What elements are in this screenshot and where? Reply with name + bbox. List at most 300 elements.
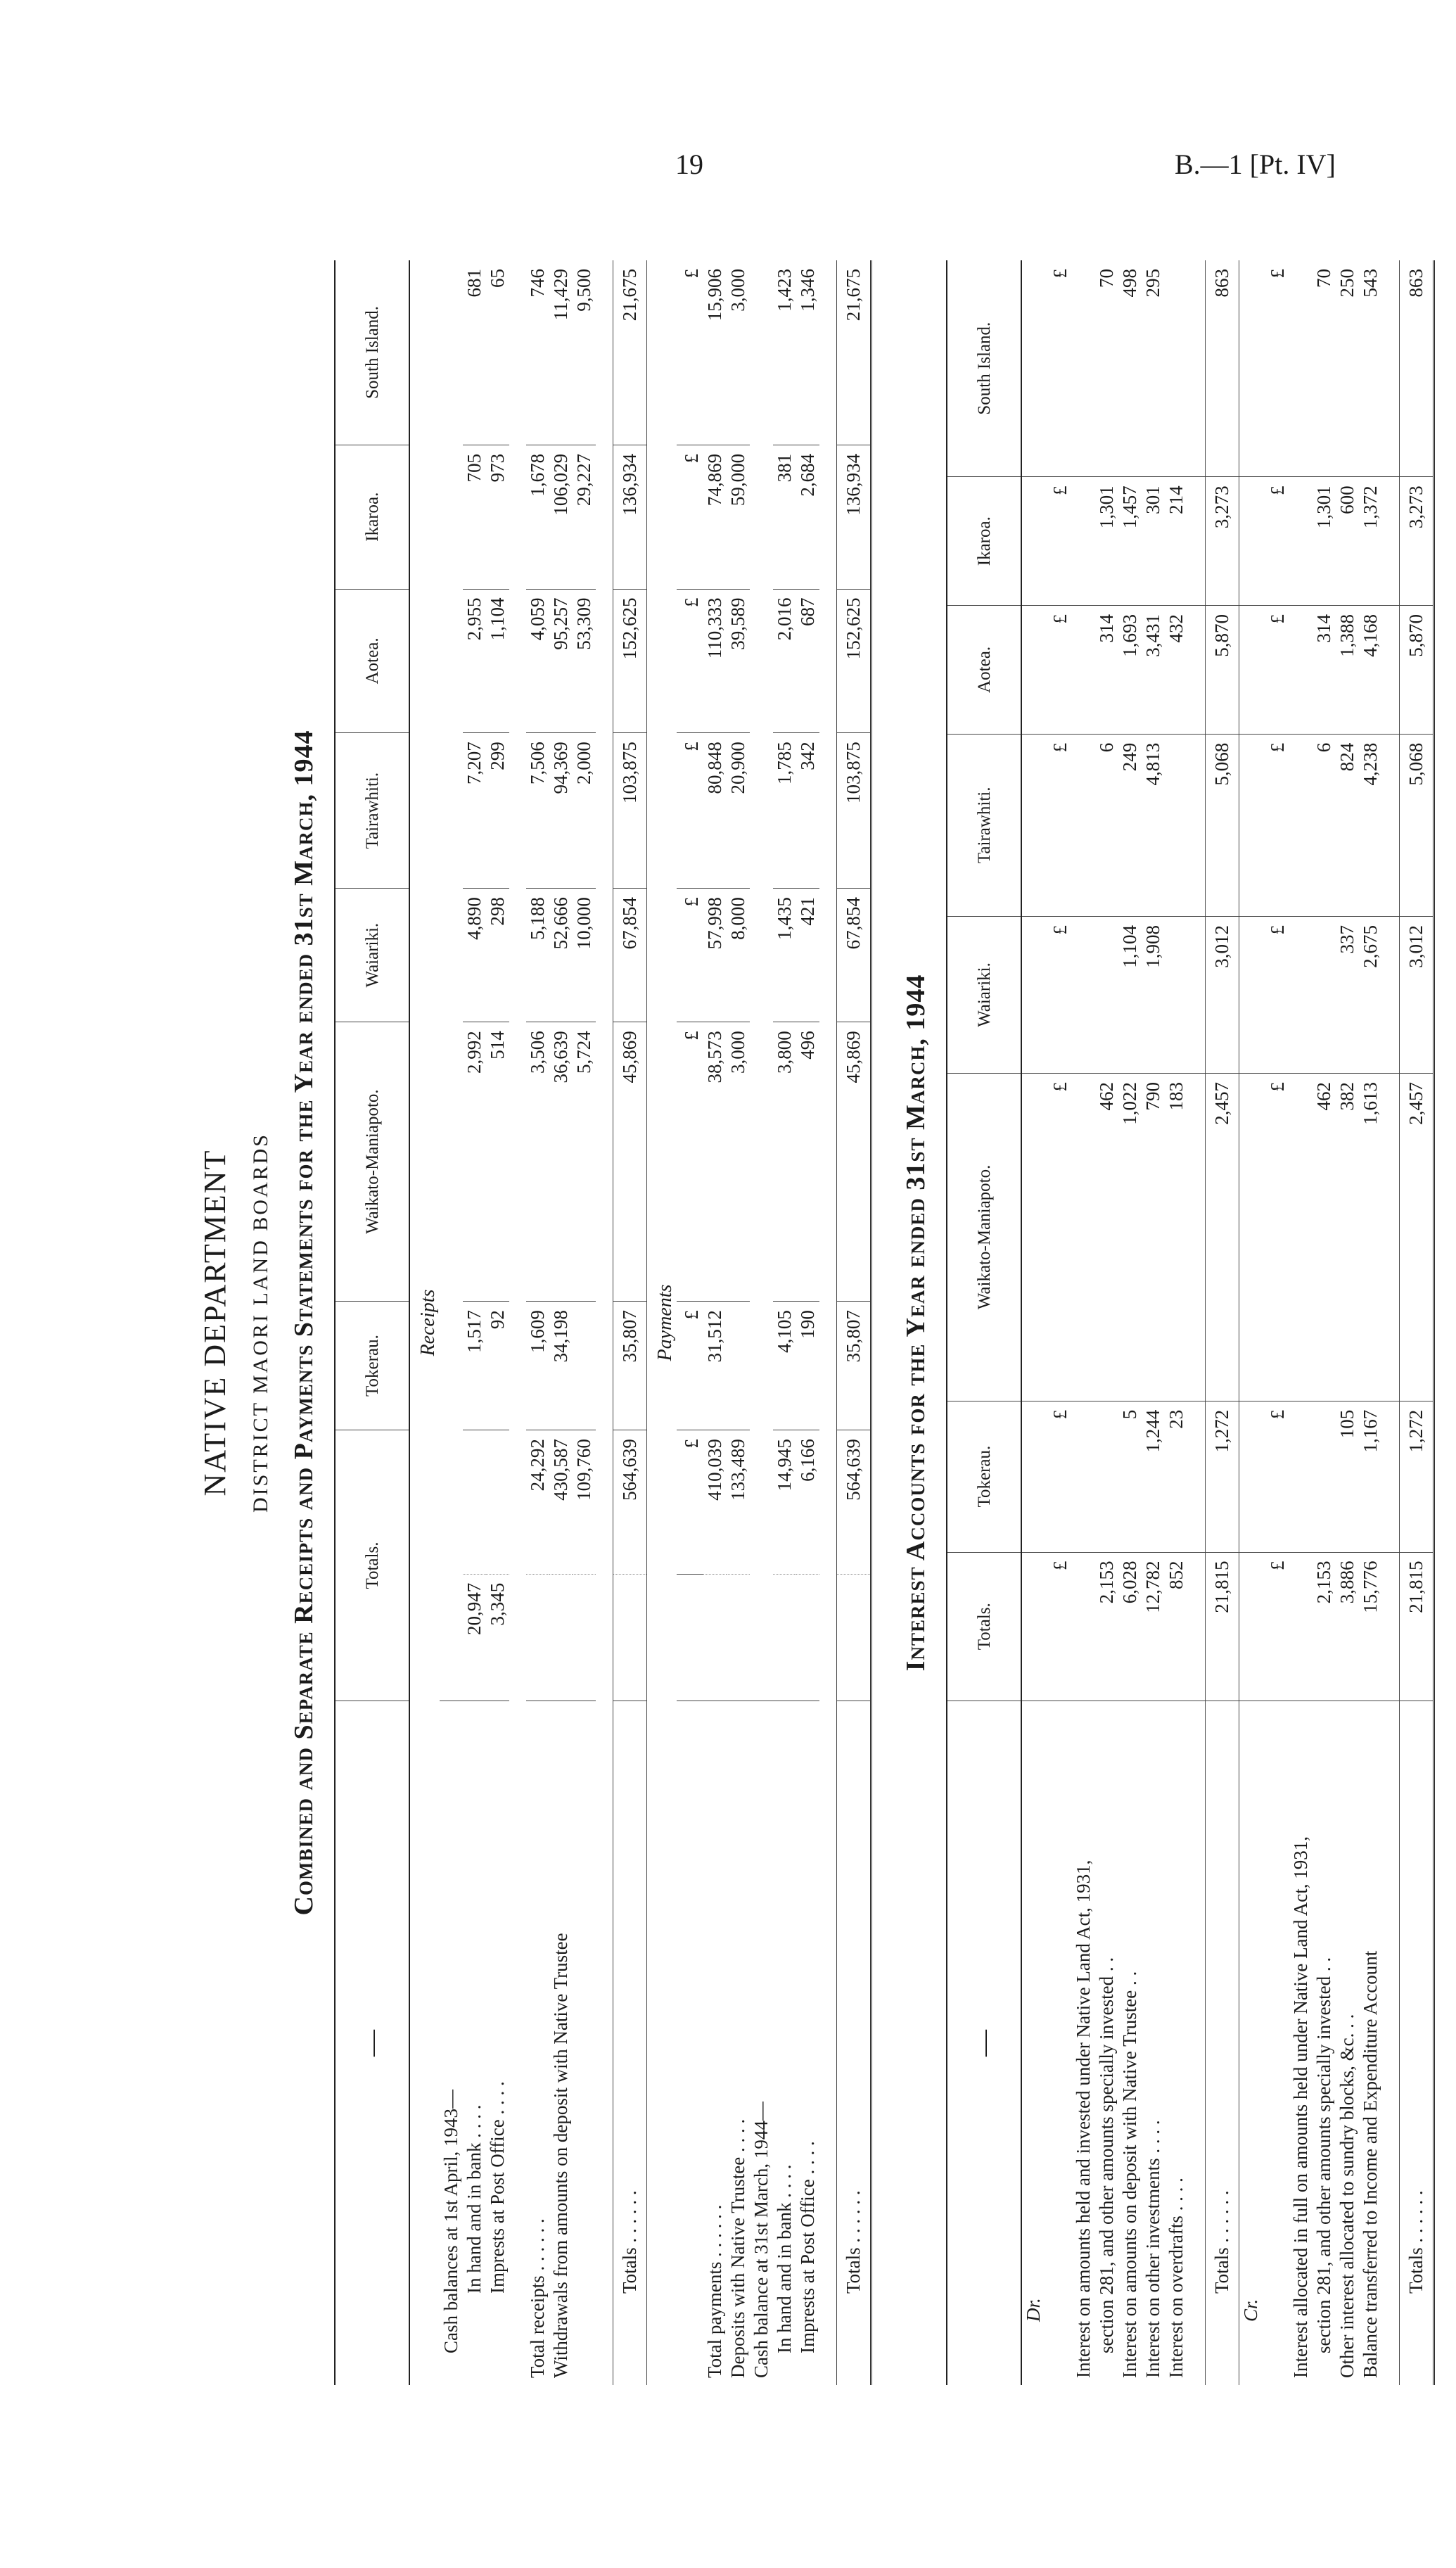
interest-accounts-title: Interest Accounts for the Year ended 31st March, 1944 bbox=[901, 974, 931, 1672]
row-label-dr4: Interest on overdrafts . . . . bbox=[1166, 2178, 1187, 2378]
column-header-ikaroa: Ikaroa. bbox=[947, 477, 1021, 606]
spacer-row bbox=[1382, 260, 1400, 2385]
spacer-cell bbox=[1382, 260, 1400, 477]
table-row bbox=[1165, 260, 1188, 2385]
currency-symbol: £ bbox=[1045, 1074, 1072, 1401]
table-row bbox=[1072, 260, 1095, 2385]
board-value: 3,012 bbox=[1400, 916, 1434, 1073]
board-value: 3,273 bbox=[1206, 477, 1239, 606]
totals-value: 12,782 bbox=[1142, 1552, 1165, 1701]
board-value: 2,684 bbox=[796, 445, 819, 589]
board-value: 2,675 bbox=[1359, 916, 1382, 1073]
board-value: 5,870 bbox=[1206, 606, 1239, 735]
section-heading-row bbox=[409, 260, 440, 2385]
board-value: 4,238 bbox=[1359, 734, 1382, 916]
section-heading-row bbox=[1021, 260, 1045, 2385]
board-value: 337 bbox=[1336, 916, 1359, 1073]
board-value bbox=[1072, 260, 1095, 477]
board-value: 2,457 bbox=[1400, 1074, 1434, 1401]
board-value: 1,609 bbox=[526, 1302, 549, 1430]
totals-value: 6,028 bbox=[1118, 1552, 1142, 1701]
totals-column-header: Totals. bbox=[335, 1430, 409, 1701]
board-value: 1,908 bbox=[1142, 916, 1165, 1073]
department-title: NATIVE DEPARTMENT bbox=[198, 1149, 232, 1496]
board-value: 1,301 bbox=[1313, 477, 1336, 606]
currency-row bbox=[1045, 260, 1072, 2385]
table-header-row bbox=[335, 260, 409, 2385]
board-value: 498 bbox=[1118, 260, 1142, 477]
board-value: 863 bbox=[1206, 260, 1239, 477]
board-value: 67,854 bbox=[613, 889, 647, 1022]
table-row bbox=[440, 260, 463, 2385]
totals-column-header: Totals. bbox=[947, 1552, 1021, 1701]
table-row bbox=[1289, 260, 1313, 2385]
row-label-imprests: Imprests at Post Office . . . . bbox=[487, 2081, 508, 2294]
currency-symbol: £ bbox=[1263, 260, 1289, 477]
board-value: 7,207 bbox=[463, 733, 486, 889]
currency-symbol: £ bbox=[1263, 1552, 1289, 1701]
currency-symbol: £ bbox=[1263, 1074, 1289, 1401]
board-value: 496 bbox=[796, 1022, 819, 1302]
board-value: 301 bbox=[1142, 477, 1165, 606]
currency-symbol: £ bbox=[677, 889, 703, 1022]
board-value: 5,724 bbox=[573, 1022, 596, 1302]
board-value: 106,029 bbox=[549, 445, 573, 589]
spacer-cell bbox=[1382, 1552, 1400, 1701]
spacer-cell bbox=[596, 260, 613, 2385]
board-value: 20,900 bbox=[727, 733, 750, 889]
empty-cell bbox=[1239, 260, 1263, 477]
table-row bbox=[463, 260, 486, 2385]
receipts-payments-title: Combined and Separate Receipts and Payments Statements for the Year ended 31st March, 1944 bbox=[289, 730, 319, 1916]
table-row bbox=[1336, 260, 1359, 2385]
spacer-row bbox=[509, 260, 526, 2385]
board-value: 705 bbox=[463, 445, 486, 589]
board-value: 3,800 bbox=[773, 1022, 796, 1302]
board-value: 2,000 bbox=[573, 733, 596, 889]
board-value: 1,678 bbox=[526, 445, 549, 589]
currency-symbol: £ bbox=[1263, 606, 1289, 735]
row-label-cr1: Interest allocated in full on amounts held under Native Land Act, 1931, bbox=[1290, 1836, 1311, 2378]
totals-primary-value bbox=[573, 1574, 596, 1701]
board-value: 2,992 bbox=[463, 1022, 486, 1302]
board-value: 110,333 bbox=[703, 589, 727, 733]
board-value bbox=[1165, 916, 1188, 1073]
board-value: 7,506 bbox=[526, 733, 549, 889]
spacer-cell bbox=[1382, 1401, 1400, 1552]
row-label-dr1b: section 281, and other amounts specially invested . . bbox=[1096, 1957, 1117, 2353]
row-label-in-hand-end: In hand and in bank . . . . bbox=[774, 2164, 795, 2353]
page-number: 19 bbox=[675, 148, 703, 180]
currency-symbol: £ bbox=[1263, 734, 1289, 916]
column-header-tairawhiti: Tairawhiti. bbox=[947, 734, 1021, 916]
row-label-total-payments: Total payments . . . . . . bbox=[704, 2204, 725, 2378]
row-label-cr2: Other interest allocated to sundry blocks, &c. . . bbox=[1336, 2014, 1358, 2378]
totals-value: 15,776 bbox=[1359, 1552, 1382, 1701]
currency-symbol: £ bbox=[1045, 1401, 1072, 1552]
board-value: 3,000 bbox=[727, 260, 750, 445]
receipts-payments-body bbox=[409, 260, 871, 2385]
currency-row bbox=[1263, 260, 1289, 2385]
row-label-totals1: Totals . . . . . . bbox=[613, 1701, 647, 2386]
totals-value: 564,639 bbox=[837, 1430, 871, 1575]
board-value: 35,807 bbox=[613, 1302, 647, 1430]
board-value bbox=[1289, 916, 1313, 1073]
column-header-tokerau: Tokerau. bbox=[947, 1401, 1021, 1552]
currency-symbol: £ bbox=[677, 733, 703, 889]
board-value: 183 bbox=[1165, 1074, 1188, 1401]
board-value: 3,506 bbox=[526, 1022, 549, 1302]
totals-primary-value: 3,345 bbox=[486, 1574, 509, 1701]
board-value: 746 bbox=[526, 260, 549, 445]
empty-cell bbox=[1021, 1074, 1045, 1401]
board-value: 67,854 bbox=[837, 889, 871, 1022]
board-value: 543 bbox=[1359, 260, 1382, 477]
board-value bbox=[1289, 1074, 1313, 1401]
department-subtitle: DISTRICT MAORI LAND BOARDS bbox=[249, 1133, 272, 1513]
board-value bbox=[1165, 260, 1188, 477]
board-value: 59,000 bbox=[727, 445, 750, 589]
column-header-waikato-maniapoto: Waikato-Maniapoto. bbox=[335, 1022, 409, 1302]
row-label-cr-total: Totals . . . . . . bbox=[1400, 1701, 1434, 2386]
spacer-cell bbox=[1188, 1074, 1206, 1401]
board-value: 1,613 bbox=[1359, 1074, 1382, 1401]
spacer-row bbox=[819, 260, 837, 2385]
row-label-cash-balances: Cash balances at 1st April, 1943— bbox=[440, 2090, 461, 2353]
table-row bbox=[1313, 260, 1336, 2385]
spacer-cell bbox=[819, 260, 837, 2385]
board-value: 298 bbox=[486, 889, 509, 1022]
spacer-cell bbox=[1382, 734, 1400, 916]
row-label-cr3: Balance transferred to Income and Expenditure Account bbox=[1360, 1950, 1381, 2378]
board-value: 250 bbox=[1336, 260, 1359, 477]
spacer-cell bbox=[1382, 1074, 1400, 1401]
spacer-cell bbox=[1188, 1552, 1206, 1701]
board-value: 45,869 bbox=[613, 1022, 647, 1302]
totals-primary-value: 20,947 bbox=[463, 1574, 486, 1701]
board-value bbox=[1289, 606, 1313, 735]
board-value: 1,301 bbox=[1095, 477, 1118, 606]
empty-cell bbox=[1239, 1552, 1263, 1701]
empty-cell bbox=[1021, 1552, 1045, 1701]
currency-cell bbox=[677, 1574, 703, 1701]
board-value: 1,517 bbox=[463, 1302, 486, 1430]
column-header-tairawhiti: Tairawhiti. bbox=[335, 733, 409, 889]
board-value: 9,500 bbox=[573, 260, 596, 445]
board-value bbox=[1072, 734, 1095, 916]
board-value: 214 bbox=[1165, 477, 1188, 606]
board-value: 2,016 bbox=[773, 589, 796, 733]
spacer-cell bbox=[1188, 260, 1206, 477]
currency-label-cell bbox=[677, 1701, 703, 2386]
board-value bbox=[1313, 1401, 1336, 1552]
board-value: 36,639 bbox=[549, 1022, 573, 1302]
board-value: 23 bbox=[1165, 1401, 1188, 1552]
board-value: 249 bbox=[1118, 734, 1142, 916]
totals-primary-value bbox=[613, 1574, 647, 1701]
board-value: 5,068 bbox=[1400, 734, 1434, 916]
totals-value: 2,153 bbox=[1095, 1552, 1118, 1701]
row-label-deposits: Deposits with Native Trustee . . . . bbox=[727, 2118, 748, 2378]
spacer-row bbox=[1188, 260, 1206, 2385]
board-value: 314 bbox=[1095, 606, 1118, 735]
row-label-dr2: Interest on amounts on deposit with Native Trustee . . bbox=[1119, 1971, 1140, 2378]
board-value bbox=[1095, 916, 1118, 1073]
totals-value: 14,945 bbox=[773, 1430, 796, 1575]
table-row bbox=[1142, 260, 1165, 2385]
totals-value bbox=[1289, 1552, 1313, 1701]
table-row bbox=[1095, 260, 1118, 2385]
currency-symbol: £ bbox=[1263, 477, 1289, 606]
board-value bbox=[1072, 477, 1095, 606]
totals-value: 21,815 bbox=[1400, 1552, 1434, 1701]
board-value: 973 bbox=[486, 445, 509, 589]
board-value: 4,168 bbox=[1359, 606, 1382, 735]
board-value: 74,869 bbox=[703, 445, 727, 589]
board-value: 3,012 bbox=[1206, 916, 1239, 1073]
board-value: 103,875 bbox=[837, 733, 871, 889]
board-value: 687 bbox=[796, 589, 819, 733]
board-value: 45,869 bbox=[837, 1022, 871, 1302]
section-heading-row bbox=[647, 260, 677, 2385]
spacer-cell bbox=[1188, 477, 1206, 606]
board-value bbox=[1289, 260, 1313, 477]
board-value: 136,934 bbox=[837, 445, 871, 589]
board-value bbox=[727, 1302, 750, 1430]
currency-symbol: £ bbox=[1045, 1552, 1072, 1701]
board-value: 15,906 bbox=[703, 260, 727, 445]
board-value: 70 bbox=[1095, 260, 1118, 477]
section-heading-dr: Dr. bbox=[1023, 2298, 1044, 2322]
table-row bbox=[549, 260, 573, 2385]
board-value: 5,068 bbox=[1206, 734, 1239, 916]
board-value: 4,813 bbox=[1142, 734, 1165, 916]
column-header-waiariki: Waiariki. bbox=[335, 889, 409, 1022]
section-heading-payments: Payments bbox=[654, 1284, 676, 1361]
board-value: 6 bbox=[1313, 734, 1336, 916]
totals-primary-value bbox=[727, 1574, 750, 1701]
table-row bbox=[1400, 260, 1434, 2385]
currency-symbol: £ bbox=[1045, 477, 1072, 606]
totals-value: 6,166 bbox=[796, 1430, 819, 1575]
currency-row bbox=[677, 260, 703, 2385]
column-header-aotea: Aotea. bbox=[335, 589, 409, 733]
board-value bbox=[1072, 1401, 1095, 1552]
board-value: 1,372 bbox=[1359, 477, 1382, 606]
board-value bbox=[1072, 916, 1095, 1073]
board-value: 35,807 bbox=[837, 1302, 871, 1430]
totals-value: 564,639 bbox=[613, 1430, 647, 1575]
board-value: 863 bbox=[1400, 260, 1434, 477]
spacer-cell bbox=[1188, 1701, 1206, 2386]
empty-cell bbox=[1239, 916, 1263, 1073]
empty-cell bbox=[1021, 260, 1045, 477]
table-row bbox=[573, 260, 596, 2385]
empty-cell bbox=[1239, 606, 1263, 735]
empty-cell bbox=[1021, 606, 1045, 735]
currency-symbol: £ bbox=[677, 1430, 703, 1575]
column-header-south-island: South Island. bbox=[335, 260, 409, 445]
board-value: 105 bbox=[1336, 1401, 1359, 1552]
spacer-cell bbox=[1188, 606, 1206, 735]
board-value: 136,934 bbox=[613, 445, 647, 589]
currency-label-cell bbox=[1263, 1701, 1289, 2386]
board-value bbox=[1289, 734, 1313, 916]
board-value: 4,105 bbox=[773, 1302, 796, 1430]
board-value: 462 bbox=[1313, 1074, 1336, 1401]
row-label-total-receipts: Total receipts . . . . . . bbox=[527, 2218, 548, 2378]
currency-symbol: £ bbox=[1045, 606, 1072, 735]
board-value: 1,388 bbox=[1336, 606, 1359, 735]
spacer-cell bbox=[1382, 477, 1400, 606]
empty-cell bbox=[1239, 1074, 1263, 1401]
board-value: 95,257 bbox=[549, 589, 573, 733]
empty-cell bbox=[1021, 477, 1045, 606]
totals-value: 24,292 bbox=[526, 1430, 549, 1575]
board-value: 3,431 bbox=[1142, 606, 1165, 735]
board-value: 681 bbox=[463, 260, 486, 445]
board-value bbox=[1289, 477, 1313, 606]
spacer-cell bbox=[1188, 1401, 1206, 1552]
board-value: 92 bbox=[486, 1302, 509, 1430]
board-value: 514 bbox=[486, 1022, 509, 1302]
board-value: 382 bbox=[1336, 1074, 1359, 1401]
row-label-in-hand: In hand and in bank . . . . bbox=[464, 2104, 485, 2294]
row-label-imprests-end: Imprests at Post Office . . . . bbox=[797, 2141, 818, 2353]
board-value: 1,435 bbox=[773, 889, 796, 1022]
board-value bbox=[1313, 916, 1336, 1073]
spacer-cell bbox=[509, 260, 526, 2385]
board-value: 3,273 bbox=[1400, 477, 1434, 606]
totals-value bbox=[1072, 1552, 1095, 1701]
currency-symbol: £ bbox=[1045, 916, 1072, 1073]
totals-value: 410,039 bbox=[703, 1430, 727, 1575]
board-value: 2,955 bbox=[463, 589, 486, 733]
board-value: 31,512 bbox=[703, 1302, 727, 1430]
currency-symbol: £ bbox=[677, 445, 703, 589]
table-row bbox=[1206, 260, 1239, 2385]
row-label-totals2: Totals . . . . . . bbox=[837, 1701, 871, 2386]
table-row bbox=[526, 260, 549, 2385]
column-header-waiariki: Waiariki. bbox=[947, 916, 1021, 1073]
spacer-cell bbox=[1188, 734, 1206, 916]
totals-value bbox=[463, 1430, 486, 1575]
board-value: 152,625 bbox=[613, 589, 647, 733]
board-value: 1,104 bbox=[486, 589, 509, 733]
table-row bbox=[773, 260, 796, 2385]
currency-symbol: £ bbox=[1263, 1401, 1289, 1552]
board-value: 2,457 bbox=[1206, 1074, 1239, 1401]
board-value: 299 bbox=[486, 733, 509, 889]
table-row bbox=[727, 260, 750, 2385]
totals-primary-value bbox=[549, 1574, 573, 1701]
board-value: 53,309 bbox=[573, 589, 596, 733]
board-value: 1,272 bbox=[1206, 1401, 1239, 1552]
totals-primary-value bbox=[773, 1574, 796, 1701]
board-value: 295 bbox=[1142, 260, 1165, 477]
spacer-cell bbox=[1382, 606, 1400, 735]
board-value: 29,227 bbox=[573, 445, 596, 589]
board-value: 57,998 bbox=[703, 889, 727, 1022]
board-value: 1,167 bbox=[1359, 1401, 1382, 1552]
board-value: 103,875 bbox=[613, 733, 647, 889]
board-value: 70 bbox=[1313, 260, 1336, 477]
table-header-row bbox=[947, 260, 1021, 2385]
board-value: 80,848 bbox=[703, 733, 727, 889]
board-value bbox=[1095, 1401, 1118, 1552]
table-row bbox=[1118, 260, 1142, 2385]
receipts-payments-table bbox=[334, 260, 872, 2385]
totals-value: 2,153 bbox=[1313, 1552, 1336, 1701]
board-value: 10,000 bbox=[573, 889, 596, 1022]
board-value: 5 bbox=[1118, 1401, 1142, 1552]
board-value: 1,022 bbox=[1118, 1074, 1142, 1401]
row-label-withdrawals-b bbox=[573, 1701, 596, 2386]
currency-symbol: £ bbox=[1045, 260, 1072, 477]
board-value: 1,272 bbox=[1400, 1401, 1434, 1552]
board-value: 3,000 bbox=[727, 1022, 750, 1302]
currency-symbol: £ bbox=[677, 589, 703, 733]
row-label-cr1b: section 281, and other amounts specially invested . . bbox=[1313, 1957, 1334, 2353]
board-value bbox=[1289, 1401, 1313, 1552]
board-value: 1,346 bbox=[796, 260, 819, 445]
board-value: 1,423 bbox=[773, 260, 796, 445]
board-value: 342 bbox=[796, 733, 819, 889]
section-heading-receipts: Receipts bbox=[417, 1289, 439, 1356]
column-header-aotea: Aotea. bbox=[947, 606, 1021, 735]
board-value: 790 bbox=[1142, 1074, 1165, 1401]
board-value: 52,666 bbox=[549, 889, 573, 1022]
table-row bbox=[796, 260, 819, 2385]
board-value: 34,198 bbox=[549, 1302, 573, 1430]
board-value: 381 bbox=[773, 445, 796, 589]
board-value: 4,059 bbox=[526, 589, 549, 733]
empty-cell bbox=[1021, 734, 1045, 916]
currency-label-cell bbox=[1045, 1701, 1072, 2386]
totals-value: 3,886 bbox=[1336, 1552, 1359, 1701]
board-value: 432 bbox=[1165, 606, 1188, 735]
board-value: 5,870 bbox=[1400, 606, 1434, 735]
column-header-ikaroa: Ikaroa. bbox=[335, 445, 409, 589]
board-value: 190 bbox=[796, 1302, 819, 1430]
document-reference: B.—1 [Pt. IV] bbox=[1175, 148, 1336, 180]
spacer-cell bbox=[1382, 916, 1400, 1073]
table-row bbox=[750, 260, 773, 2385]
spacer-cell bbox=[1188, 916, 1206, 1073]
column-header-waikato-maniapoto: Waikato-Maniapoto. bbox=[947, 1074, 1021, 1401]
board-value: 152,625 bbox=[837, 589, 871, 733]
table-row bbox=[1359, 260, 1382, 2385]
currency-symbol: £ bbox=[1045, 734, 1072, 916]
section-heading-cr: Cr. bbox=[1240, 2299, 1261, 2322]
board-value: 38,573 bbox=[703, 1022, 727, 1302]
board-value: 1,244 bbox=[1142, 1401, 1165, 1552]
board-value: 6 bbox=[1095, 734, 1118, 916]
empty-cell bbox=[1021, 916, 1045, 1073]
rotated-page-content bbox=[190, 232, 1456, 2413]
totals-primary-value bbox=[796, 1574, 819, 1701]
empty-cell bbox=[1239, 1401, 1263, 1552]
column-header-south-island: South Island. bbox=[947, 260, 1021, 477]
totals-value: 133,489 bbox=[727, 1430, 750, 1575]
row-label-dr1: Interest on amounts held and invested under Native Land Act, 1931, bbox=[1073, 1860, 1094, 2378]
board-value: 1,785 bbox=[773, 733, 796, 889]
currency-symbol: £ bbox=[677, 260, 703, 445]
board-value: 1,457 bbox=[1118, 477, 1142, 606]
board-value: 39,589 bbox=[727, 589, 750, 733]
totals-value bbox=[486, 1430, 509, 1575]
spacer-cell bbox=[1382, 1701, 1400, 2386]
